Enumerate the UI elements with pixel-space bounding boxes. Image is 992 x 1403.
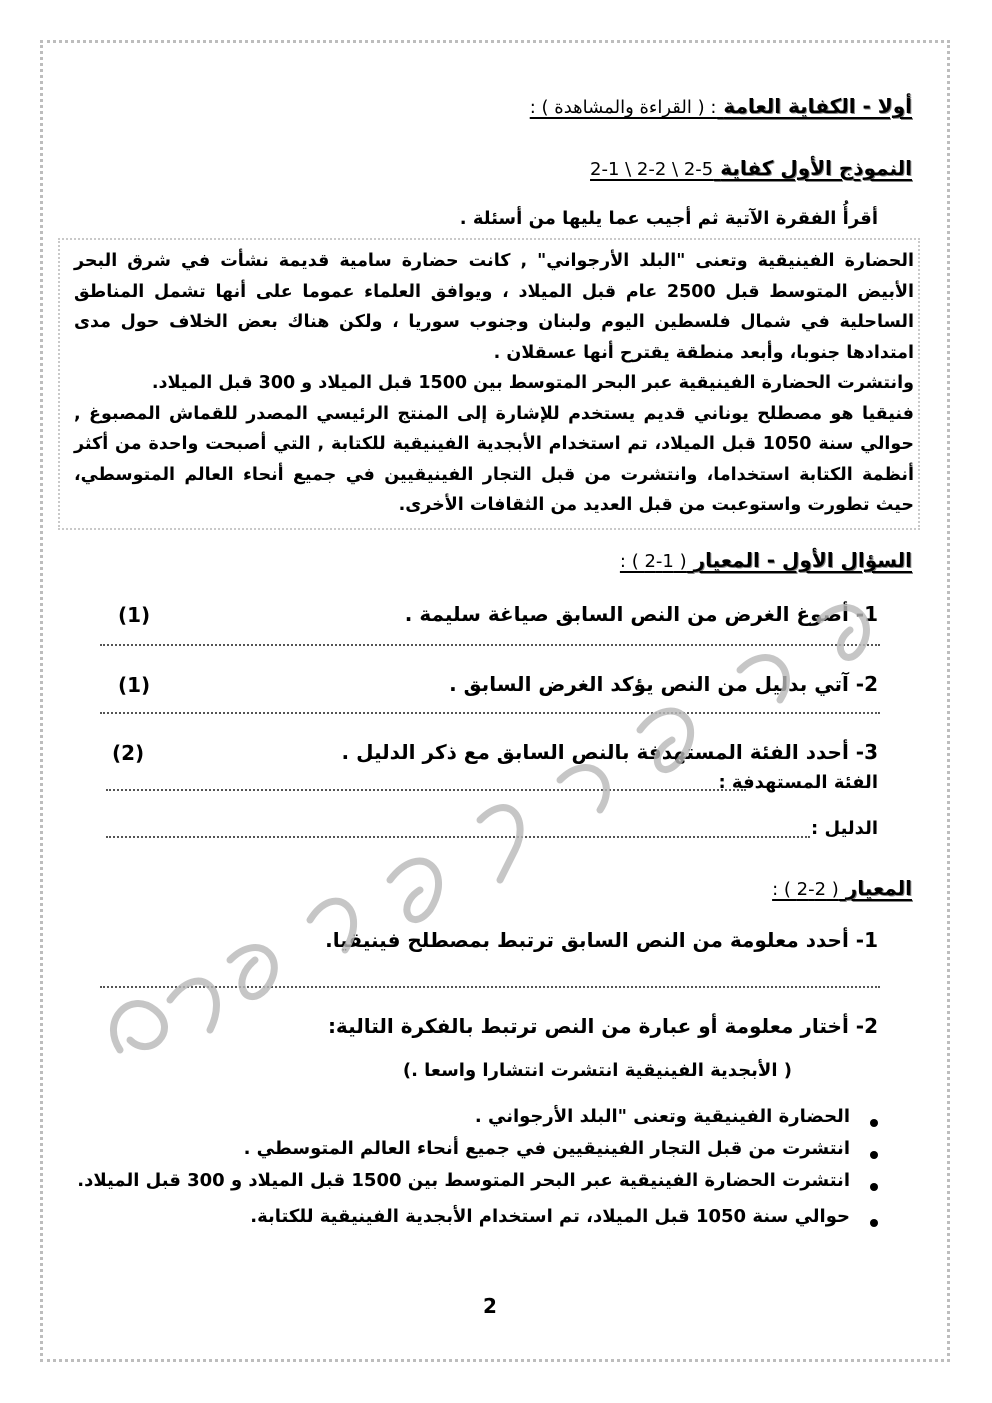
answer-line-a1[interactable] xyxy=(100,644,880,646)
bullet-icon xyxy=(870,1151,878,1159)
answer-line-b1[interactable] xyxy=(100,986,880,988)
question-a2: 2- آتي بدليل من النص يؤكد الغرض السابق . xyxy=(449,672,878,696)
target-audience-line[interactable] xyxy=(106,789,746,791)
question-one-paren: ( 1-2 ) : xyxy=(619,551,687,572)
section-title-paren: : ( القراءة والمشاهدة ) : xyxy=(529,97,717,118)
page-number: 2 xyxy=(483,1294,497,1318)
instruction: أقرأُ الفقرة الآتية ثم أجيب عما يليها من أسئلة . xyxy=(459,208,878,229)
evidence-line[interactable] xyxy=(106,836,810,838)
question-b1: 1- أحدد معلومة من النص السابق ترتبط بمصطلح فينيقيا. xyxy=(325,928,878,952)
score-a2: (1) xyxy=(118,673,151,697)
target-audience-label: الفئة المستهدفة : xyxy=(718,772,878,793)
passage xyxy=(74,246,914,521)
option-3[interactable]: انتشرت الحضارة الفينيقية عبر البحر المتوسط بين 1500 قبل الميلاد و 300 قبل الميلاد. xyxy=(77,1170,850,1191)
idea-statement: ( الأبجدية الفينيقية انتشرت انتشارا واسعا .) xyxy=(402,1060,792,1081)
bullet-icon xyxy=(870,1119,878,1127)
passage-paragraph: الحضارة الفينيقية وتعنى "البلد الأرجواني" , كانت حضارة سامية قديمة نشأت في شرق البحر الأبيض المتوسط قبل 2500 عام قبل الميلاد ، ويوافق العلماء عموما على أنها تشمل المناطق الساحلية في شمال فلسطين اليوم ولبنان وجنوب سوريا ، ولكن هناك بعض الخلاف حول مدى امتدادها جنوبا، وأبعد منطقة يقترح أنها عسقلان . xyxy=(74,251,915,363)
bullet-icon xyxy=(870,1183,878,1191)
option-2[interactable]: انتشرت من قبل التجار الفينيقيين في جميع أنحاء العالم المتوسطي . xyxy=(243,1138,850,1159)
passage-paragraph: وانتشرت الحضارة الفينيقية عبر البحر المتوسط بين 1500 قبل الميلاد و 300 قبل الميلاد. xyxy=(151,373,914,393)
question-a3: 3- أحدد الفئة المستهدفة بالنص السابق مع ذكر الدليل . xyxy=(341,740,878,764)
passage-paragraph: فنيقيا هو مصطلح يوناني قديم يستخدم للإشارة إلى المنتج الرئيسي المصدر للقماش المصبوغ , حوالي سنة 1050 قبل الميلاد، تم استخدام الأبجدية الفينيقية للكتابة , التي أصبحت واحدة من أكثر أنظمة الكتابة استخداما، وانتشرت من قبل التجار الفينيقيين في جميع أنحاء العالم المتوسطي، حيث تطورت واستوعبت من قبل العديد من الثقافات الأخرى. xyxy=(74,403,914,515)
section-title: أولا - الكفاية العامة : ( القراءة والمشاهدة ) : xyxy=(529,94,912,118)
question-a1: 1- أصوغ الغرض من النص السابق صياغة سليمة . xyxy=(404,602,878,626)
score-a3: (2) xyxy=(112,741,145,765)
evidence-label: الدليل : xyxy=(811,818,878,839)
model-title: النموذج الأول كفاية 2-1 \ 2-2 \ 2-5 xyxy=(590,156,912,180)
criterion-two-paren: ( 2-2 ) : xyxy=(772,879,839,900)
model-title-codes: 2-1 \ 2-2 \ 2-5 xyxy=(590,159,714,180)
criterion-two-title: المعيار ( 2-2 ) : xyxy=(772,876,912,900)
option-1[interactable]: الحضارة الفينيقية وتعنى "البلد الأرجواني . xyxy=(474,1106,850,1127)
question-b2: 2- أختار معلومة أو عبارة من النص ترتبط بالفكرة التالية: xyxy=(327,1014,878,1038)
option-4[interactable]: حوالي سنة 1050 قبل الميلاد، تم استخدام الأبجدية الفينيقية للكتابة. xyxy=(250,1206,850,1227)
question-one-title: السؤال الأول - المعيار ( 1-2 ) : xyxy=(619,548,912,572)
answer-line-a2[interactable] xyxy=(100,712,880,714)
score-a1: (1) xyxy=(118,603,151,627)
bullet-icon xyxy=(870,1219,878,1227)
